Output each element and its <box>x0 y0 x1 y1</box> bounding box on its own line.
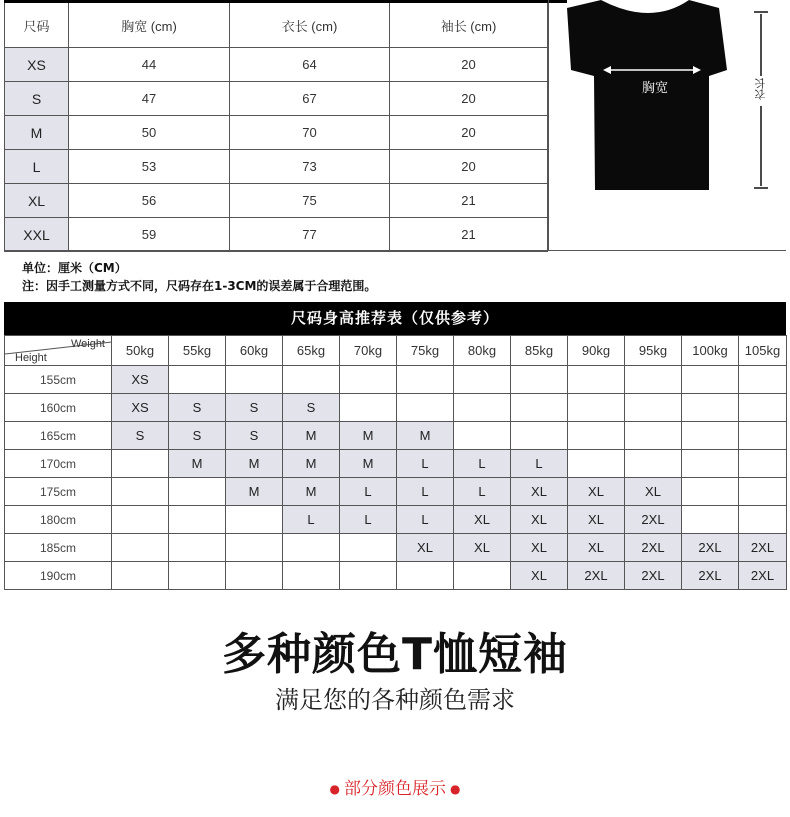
recommended-size-cell <box>511 422 568 450</box>
height-row <box>5 394 787 422</box>
height-cell: 160cm <box>5 394 112 422</box>
recommended-size-cell <box>682 366 739 394</box>
recommended-size-cell <box>625 450 682 478</box>
weight-header: 105kg <box>739 336 787 366</box>
height-row <box>5 450 787 478</box>
recommended-size-cell: XL <box>568 478 625 506</box>
recommended-size-cell: XS <box>112 394 169 422</box>
recommended-size-cell: XS <box>112 366 169 394</box>
recommended-size-cell: XL <box>454 534 511 562</box>
recommended-size-cell: XL <box>511 534 568 562</box>
recommended-size-cell <box>340 534 397 562</box>
recommended-size-cell <box>739 394 787 422</box>
recommended-size-cell <box>397 394 454 422</box>
recommended-size-cell <box>169 562 226 590</box>
weight-header: 100kg <box>682 336 739 366</box>
weight-header: 55kg <box>169 336 226 366</box>
recommended-size-cell: S <box>169 394 226 422</box>
chest-cell: 59 <box>69 218 230 252</box>
recommended-size-cell <box>283 562 340 590</box>
recommended-size-cell <box>112 534 169 562</box>
weight-header: 75kg <box>397 336 454 366</box>
recommended-size-cell: M <box>226 478 283 506</box>
recommended-size-cell <box>169 366 226 394</box>
bullet-icon: ● <box>329 782 340 796</box>
recommended-size-cell: L <box>454 478 511 506</box>
recommended-size-cell: 2XL <box>625 562 682 590</box>
recommended-size-cell <box>340 394 397 422</box>
notes-block <box>4 250 786 302</box>
sleeve-cell: 21 <box>390 184 548 218</box>
sleeve-cell: 20 <box>390 82 548 116</box>
header-chest: 胸宽 (cm) <box>69 2 230 48</box>
weight-header: 70kg <box>340 336 397 366</box>
recommended-size-cell: L <box>340 478 397 506</box>
bullet-icon: ● <box>450 782 461 796</box>
header-sleeve: 袖长 (cm) <box>390 2 548 48</box>
recommended-size-cell <box>340 366 397 394</box>
recommended-size-cell: XL <box>511 478 568 506</box>
recommended-size-cell: M <box>340 450 397 478</box>
height-cell: 180cm <box>5 506 112 534</box>
height-row <box>5 562 787 590</box>
chest-cell: 44 <box>69 48 230 82</box>
length-cell: 73 <box>230 150 390 184</box>
recommended-size-cell <box>283 534 340 562</box>
recommended-size-cell: L <box>397 478 454 506</box>
recommended-size-cell <box>568 366 625 394</box>
size-cell: S <box>5 82 69 116</box>
recommendation-table <box>4 335 787 590</box>
length-cell: 77 <box>230 218 390 252</box>
size-cell: M <box>5 116 69 150</box>
length-cell: 70 <box>230 116 390 150</box>
recommended-size-cell <box>226 534 283 562</box>
subtitle: 满足您的各种颜色需求 <box>275 686 515 714</box>
recommended-size-cell <box>226 506 283 534</box>
height-row <box>5 506 787 534</box>
recommended-size-cell: M <box>397 422 454 450</box>
recommended-size-cell <box>340 562 397 590</box>
size-row <box>5 48 548 82</box>
recommended-size-cell <box>682 394 739 422</box>
chest-cell: 47 <box>69 82 230 116</box>
height-cell: 165cm <box>5 422 112 450</box>
recommended-size-cell: XL <box>511 562 568 590</box>
recommended-size-cell: 2XL <box>625 506 682 534</box>
recommended-size-cell: L <box>340 506 397 534</box>
recommended-size-cell: L <box>511 450 568 478</box>
tolerance-note: 注：因手工测量方式不同，尺码存在1-3CM的误差属于合理范围。 <box>22 279 377 293</box>
main-title: 多种颜色T恤短袖 <box>221 629 568 680</box>
recommended-size-cell <box>454 422 511 450</box>
recommended-size-cell: XL <box>568 506 625 534</box>
size-table-header-row <box>5 2 548 48</box>
sleeve-cell: 21 <box>390 218 548 252</box>
height-axis-label: Height <box>15 352 47 364</box>
recommended-size-cell: S <box>283 394 340 422</box>
recommended-size-cell <box>226 366 283 394</box>
recommended-size-cell <box>169 534 226 562</box>
recommended-size-cell: XL <box>625 478 682 506</box>
length-label: 衣长 <box>754 78 767 100</box>
height-row <box>5 534 787 562</box>
recommended-size-cell <box>226 562 283 590</box>
recommended-size-cell: S <box>226 394 283 422</box>
size-table <box>4 0 548 252</box>
weight-header: 65kg <box>283 336 340 366</box>
sleeve-cell: 20 <box>390 48 548 82</box>
recommended-size-cell: 2XL <box>682 534 739 562</box>
height-cell: 190cm <box>5 562 112 590</box>
size-row <box>5 82 548 116</box>
recommended-size-cell <box>454 366 511 394</box>
recommended-size-cell <box>739 506 787 534</box>
recommended-size-cell <box>739 478 787 506</box>
recommended-size-cell <box>112 478 169 506</box>
recommended-size-cell <box>454 394 511 422</box>
recommended-size-cell <box>511 366 568 394</box>
recommended-size-cell <box>169 506 226 534</box>
recommended-size-cell <box>169 478 226 506</box>
weight-axis-label: Weight <box>70 338 105 350</box>
recommended-size-cell: XL <box>568 534 625 562</box>
recommended-size-cell <box>682 506 739 534</box>
height-cell: 155cm <box>5 366 112 394</box>
height-row <box>5 422 787 450</box>
recommended-size-cell <box>682 450 739 478</box>
recommended-size-cell: S <box>112 422 169 450</box>
recommended-size-cell <box>739 422 787 450</box>
size-cell: L <box>5 150 69 184</box>
weight-header: 80kg <box>454 336 511 366</box>
recommended-size-cell: M <box>283 450 340 478</box>
recommended-size-cell <box>397 366 454 394</box>
length-cell: 67 <box>230 82 390 116</box>
recommended-size-cell <box>568 450 625 478</box>
recommended-size-cell: 2XL <box>739 562 787 590</box>
chest-cell: 53 <box>69 150 230 184</box>
weight-header: 50kg <box>112 336 169 366</box>
recommended-size-cell: XL <box>397 534 454 562</box>
size-row <box>5 184 548 218</box>
recommended-size-cell: S <box>169 422 226 450</box>
recommended-size-cell: S <box>226 422 283 450</box>
recommended-size-cell <box>682 422 739 450</box>
recommended-size-cell <box>625 366 682 394</box>
recommended-size-cell: XL <box>454 506 511 534</box>
recommended-size-cell <box>454 562 511 590</box>
size-cell: XXL <box>5 218 69 252</box>
recommended-size-cell: 2XL <box>682 562 739 590</box>
colors-label: 部分颜色展示 <box>344 779 446 799</box>
weight-header: 60kg <box>226 336 283 366</box>
recommended-size-cell: 2XL <box>739 534 787 562</box>
header-length: 衣长 (cm) <box>230 2 390 48</box>
recommended-size-cell <box>283 366 340 394</box>
chest-cell: 56 <box>69 184 230 218</box>
recommended-size-cell <box>112 450 169 478</box>
size-row <box>5 218 548 252</box>
recommended-size-cell <box>568 422 625 450</box>
height-cell: 170cm <box>5 450 112 478</box>
recommended-size-cell <box>112 562 169 590</box>
sleeve-cell: 20 <box>390 150 548 184</box>
height-row <box>5 478 787 506</box>
recommended-size-cell: 2XL <box>568 562 625 590</box>
size-cell: XL <box>5 184 69 218</box>
weight-header-row <box>5 336 787 366</box>
recommended-size-cell <box>739 450 787 478</box>
recommended-size-cell: L <box>283 506 340 534</box>
recommended-size-cell: M <box>169 450 226 478</box>
recommended-size-cell <box>397 562 454 590</box>
shirt-diagram <box>548 0 790 250</box>
recommended-size-cell <box>568 394 625 422</box>
chest-label: 胸宽 <box>641 81 669 96</box>
length-cell: 75 <box>230 184 390 218</box>
recommended-size-cell <box>112 506 169 534</box>
recommended-size-cell: M <box>226 450 283 478</box>
size-row <box>5 150 548 184</box>
length-cell: 64 <box>230 48 390 82</box>
weight-header: 90kg <box>568 336 625 366</box>
height-cell: 185cm <box>5 534 112 562</box>
height-cell: 175cm <box>5 478 112 506</box>
unit-note: 单位：厘米（CM） <box>22 261 127 275</box>
sleeve-cell: 20 <box>390 116 548 150</box>
recommended-size-cell <box>625 422 682 450</box>
recommended-size-cell <box>625 394 682 422</box>
recommended-size-cell <box>739 366 787 394</box>
recommended-size-cell <box>511 394 568 422</box>
recommended-size-cell: M <box>283 478 340 506</box>
weight-header: 85kg <box>511 336 568 366</box>
colors-label-row <box>0 774 790 799</box>
corner-cell <box>5 336 112 366</box>
recommendation-title: 尺码身高推荐表（仅供参考） <box>4 302 786 335</box>
recommended-size-cell <box>682 478 739 506</box>
size-row <box>5 116 548 150</box>
recommended-size-cell: M <box>283 422 340 450</box>
height-row <box>5 366 787 394</box>
header-size: 尺码 <box>5 2 69 48</box>
chest-cell: 50 <box>69 116 230 150</box>
recommended-size-cell: L <box>397 450 454 478</box>
recommended-size-cell: 2XL <box>625 534 682 562</box>
recommended-size-cell: XL <box>511 506 568 534</box>
recommended-size-cell: L <box>397 506 454 534</box>
size-cell: XS <box>5 48 69 82</box>
recommended-size-cell: M <box>340 422 397 450</box>
recommended-size-cell: L <box>454 450 511 478</box>
weight-header: 95kg <box>625 336 682 366</box>
